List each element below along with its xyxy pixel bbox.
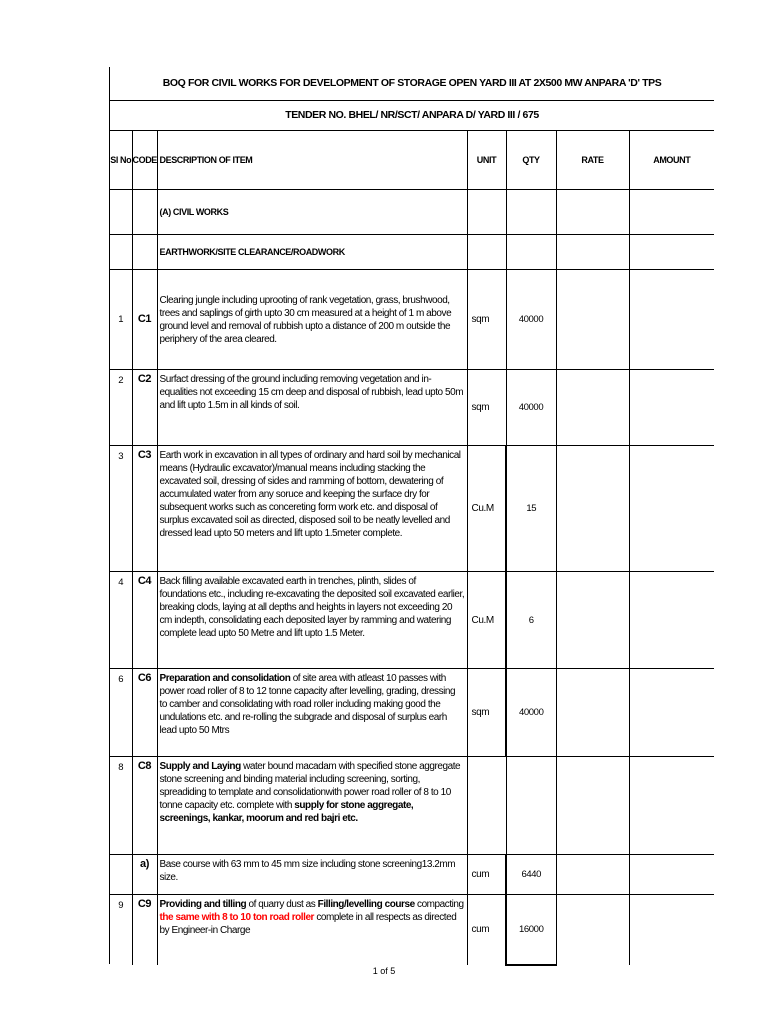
table-row — [110, 895, 714, 965]
table-row — [110, 855, 714, 895]
item-sl: 2 — [110, 370, 132, 446]
item-code: C2 — [132, 370, 157, 446]
item-amount — [629, 895, 714, 965]
item-description-bold: Providing and tilling — [159, 899, 247, 910]
item-description: Back filling available excavated earth in trenches, plinth, slides of foundations etc., including re-excavating the deposited soil excavated earlier, breaking clods, laying at all depths and heights in layers not exceeding 20 cm indepth, consolidating each deposited layer by ramming and watering complete lead upto 50 Metre and lift upto 1.5 Meter. — [157, 572, 467, 669]
item-sl — [110, 855, 132, 895]
section-row — [110, 190, 714, 235]
item-unit: cum — [467, 855, 506, 895]
item-sl: 8 — [110, 757, 132, 855]
item-code: C1 — [132, 270, 157, 370]
item-description: Earth work in excavation in all types of ordinary and hard soil by mechanical means (Hydraulic excavator)/manual means including stacking the excavated soil, dressing of sides and ramming of bottom, dewatering of accumulated water from any soruce and keeping the surface dry for subsequent works such as concereting form work etc. and disposal of surplus excavated soil as directed, disposed soil to be neatly levelled and dressed lead upto 50 meters and lift upto 1.5meter complete. — [157, 446, 467, 572]
item-qty: 40000 — [506, 669, 556, 757]
item-rate — [556, 370, 629, 446]
item-amount — [629, 370, 714, 446]
item-unit: sqm — [467, 270, 506, 370]
item-description — [157, 895, 467, 965]
item-description: Surfact dressing of the ground including removing vegetation and in-equalities not exceeding 15 cm deep and disposal of rubbish, lead upto 50m and lift upto 1.5m in all kinds of soil. — [157, 370, 467, 446]
tender-row — [110, 101, 714, 131]
item-rate — [556, 855, 629, 895]
item-description — [157, 669, 467, 757]
table-row — [110, 370, 714, 446]
document-title: BOQ FOR CIVIL WORKS FOR DEVELOPMENT OF STORAGE OPEN YARD III AT 2X500 MW ANPARA 'D' TPS — [110, 67, 714, 101]
item-description-text-2: compacting — [414, 899, 464, 910]
item-description-bold: Preparation and consolidation — [159, 673, 291, 684]
table-row — [110, 270, 714, 370]
item-qty: 40000 — [506, 370, 556, 446]
item-amount — [629, 669, 714, 757]
subsection-title: EARTHWORK/SITE CLEARANCE/ROADWORK — [157, 235, 467, 270]
item-unit: cum — [467, 895, 506, 965]
tender-number: TENDER NO. BHEL/ NR/SCT/ ANPARA D/ YARD III / 675 — [110, 101, 714, 131]
col-header-code: CODE — [132, 131, 157, 190]
item-description-text: water bound macadam with specified stone aggregate stone screening and binding material including screening, sorting, spreadiding to template and consolidationwith power road roller of 8 to 10 tonne capacity etc. complete with — [159, 761, 461, 811]
item-amount — [629, 572, 714, 669]
item-rate — [556, 572, 629, 669]
item-unit: Cu.M — [467, 446, 506, 572]
item-unit: Cu.M — [467, 572, 506, 669]
item-description-text: of quarry dust as — [246, 899, 318, 910]
item-amount — [629, 446, 714, 572]
item-sl: 9 — [110, 895, 132, 965]
item-rate — [556, 895, 629, 965]
col-header-sl: Sl No — [110, 131, 132, 190]
table-row — [110, 446, 714, 572]
item-qty — [506, 757, 556, 855]
item-code: C9 — [132, 895, 157, 965]
page-footer: 1 of 5 — [372, 966, 396, 976]
col-header-qty: QTY — [506, 131, 556, 190]
item-qty: 16000 — [506, 895, 556, 965]
item-qty: 6440 — [506, 855, 556, 895]
item-description-text-3: complete in all respects as directed by Engineer-in Charge — [159, 912, 457, 936]
item-description-bold-2: Filling/levelling course — [317, 899, 415, 910]
table-row — [110, 757, 714, 855]
item-description — [157, 757, 467, 855]
item-rate — [556, 757, 629, 855]
item-description-highlight: the same with 8 to 10 ton road roller — [159, 912, 314, 923]
item-sl: 1 — [110, 270, 132, 370]
boq-table — [110, 67, 714, 966]
col-header-rate: RATE — [556, 131, 629, 190]
section-title: (A) CIVIL WORKS — [157, 190, 467, 235]
item-amount — [629, 855, 714, 895]
item-unit: sqm — [467, 669, 506, 757]
col-header-description: DESCRIPTION OF ITEM — [157, 131, 467, 190]
item-description-text: of site area with atleast 10 passes with power road roller of 8 to 12 tonne capacity after levelling, grading, dressing to camber and consolidating with road roller including making good the undulations etc. and re-rolling the subgrade and disposal of surplus earh lead upto 50 Mtrs — [159, 673, 456, 736]
title-row — [110, 67, 714, 101]
table-row — [110, 669, 714, 757]
item-amount — [629, 757, 714, 855]
item-unit — [467, 757, 506, 855]
subsection-row — [110, 235, 714, 270]
item-qty: 6 — [506, 572, 556, 669]
item-code: a) — [132, 855, 157, 895]
boq-sheet — [109, 67, 714, 964]
item-description: Base course with 63 mm to 45 mm size including stone screening13.2mm size. — [157, 855, 467, 895]
col-header-amount: AMOUNT — [629, 131, 714, 190]
item-qty: 15 — [506, 446, 556, 572]
item-amount — [629, 270, 714, 370]
item-code: C8 — [132, 757, 157, 855]
item-code: C3 — [132, 446, 157, 572]
table-row — [110, 572, 714, 669]
item-rate — [556, 446, 629, 572]
item-code: C6 — [132, 669, 157, 757]
col-header-unit: UNIT — [467, 131, 506, 190]
item-sl: 3 — [110, 446, 132, 572]
column-header-row — [110, 131, 714, 190]
item-rate — [556, 669, 629, 757]
item-sl: 4 — [110, 572, 132, 669]
item-description: Clearing jungle including uprooting of rank vegetation, grass, brushwood, trees and saplings of girth upto 30 cm measured at a height of 1 m above ground level and removal of rubbish upto a distance of 200 m outside the periphery of the area cleared. — [157, 270, 467, 370]
item-description-bold: Supply and Laying — [159, 761, 241, 772]
item-unit: sqm — [467, 370, 506, 446]
item-rate — [556, 270, 629, 370]
item-qty: 40000 — [506, 270, 556, 370]
item-code: C4 — [132, 572, 157, 669]
item-description-bold-2: supply for stone aggregate, screenings, kankar, moorum and red bajri etc. — [159, 800, 414, 824]
item-sl: 6 — [110, 669, 132, 757]
